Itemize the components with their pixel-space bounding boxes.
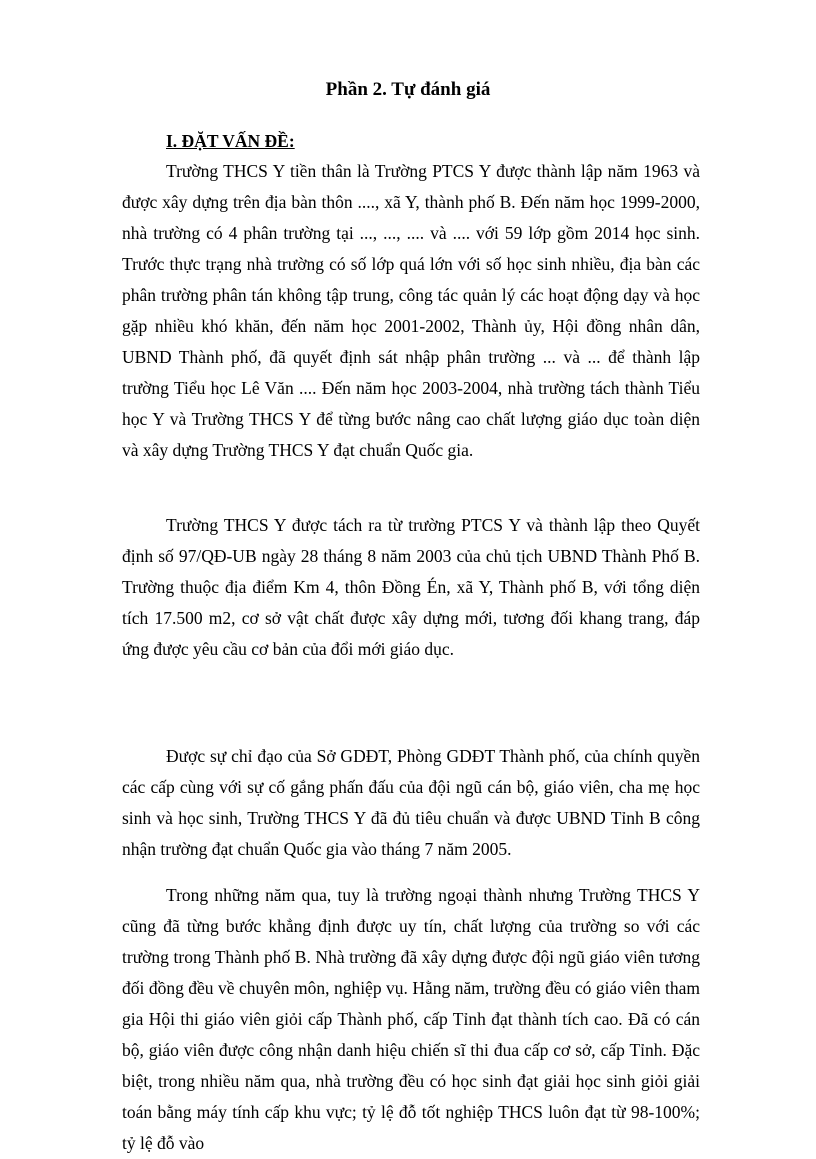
page-title: Phần 2. Tự đánh giá bbox=[325, 79, 491, 100]
paragraph: Được sự chỉ đạo của Sở GDĐT, Phòng GDĐT Thành phố, của chính quyền các cấp cùng với sự cố gắng phấn đấu của đội ngũ cán bộ, giáo viên, cha mẹ học sinh và học sinh, Trường THCS Y đã đủ tiêu chuẩn và được UBND Tỉnh B công nhận trường đạt chuẩn Quốc gia vào tháng 7 năm 2005. bbox=[122, 746, 700, 859]
paragraph: Trường THCS Y được tách ra từ trường PTCS Y và thành lập theo Quyết định số 97/QĐ-UB ngày 28 tháng 8 năm 2003 của chủ tịch UBND Thành Phố B. Trường thuộc địa điểm Km 4, thôn Đồng Én, xã Y, Thành phố B, với tổng diện tích 17.500 m2, cơ sở vật chất được xây dựng mới, tương đối khang trang, đáp ứng được yêu cầu cơ bản của đổi mới giáo dục. bbox=[122, 515, 700, 659]
paragraph: Trường THCS Y tiền thân là Trường PTCS Y được thành lập năm 1963 và được xây dựng trên địa bàn thôn ...., xã Y, thành phố B. Đến năm học 1999-2000, nhà trường có 4 phân trường tại ..., ..., .... và .... với 59 lớp gồm 2014 học sinh. Trước thực trạng nhà trường có số lớp quá lớn với số học sinh nhiều, địa bàn các phân trường phân tán không tập trung, công tác quản lý các hoạt động dạy và học gặp nhiều khó khăn, đến năm học 2001-2002, Thành ủy, Hội đồng nhân dân, UBND Thành phố, đã quyết định sát nhập phân trường ... và ... để thành lập trường Tiểu học Lê Văn .... Đến năm học 2003-2004, nhà trường tách thành Tiểu học Y và Trường THCS Y để từng bước nâng cao chất lượng giáo dục toàn diện và xây dựng Trường THCS Y đạt chuẩn Quốc gia. bbox=[122, 161, 700, 460]
paragraph: Trong những năm qua, tuy là trường ngoại thành nhưng Trường THCS Y cũng đã từng bước khẳng định được uy tín, chất lượng của trường so với các trường trong Thành phố B. Nhà trường đã xây dựng được đội ngũ giáo viên tương đối đồng đều về chuyên môn, nghiệp vụ. Hằng năm, trường đều có giáo viên tham gia Hội thi giáo viên giỏi cấp Thành phố, cấp Tỉnh đạt thành tích cao. Đã có cán bộ, giáo viên được công nhận danh hiệu chiến sĩ thi đua cấp cơ sở, cấp Tỉnh. Đặc biệt, trong nhiều năm qua, nhà trường đều có học sinh đạt giải học sinh giỏi giải toán bằng máy tính cấp khu vực; tỷ lệ đỗ tốt nghiệp THCS luôn đạt từ 98-100%; tỷ lệ đỗ vào bbox=[122, 885, 700, 1153]
section-heading: I. ĐẶT VẤN ĐỀ: bbox=[166, 131, 295, 151]
